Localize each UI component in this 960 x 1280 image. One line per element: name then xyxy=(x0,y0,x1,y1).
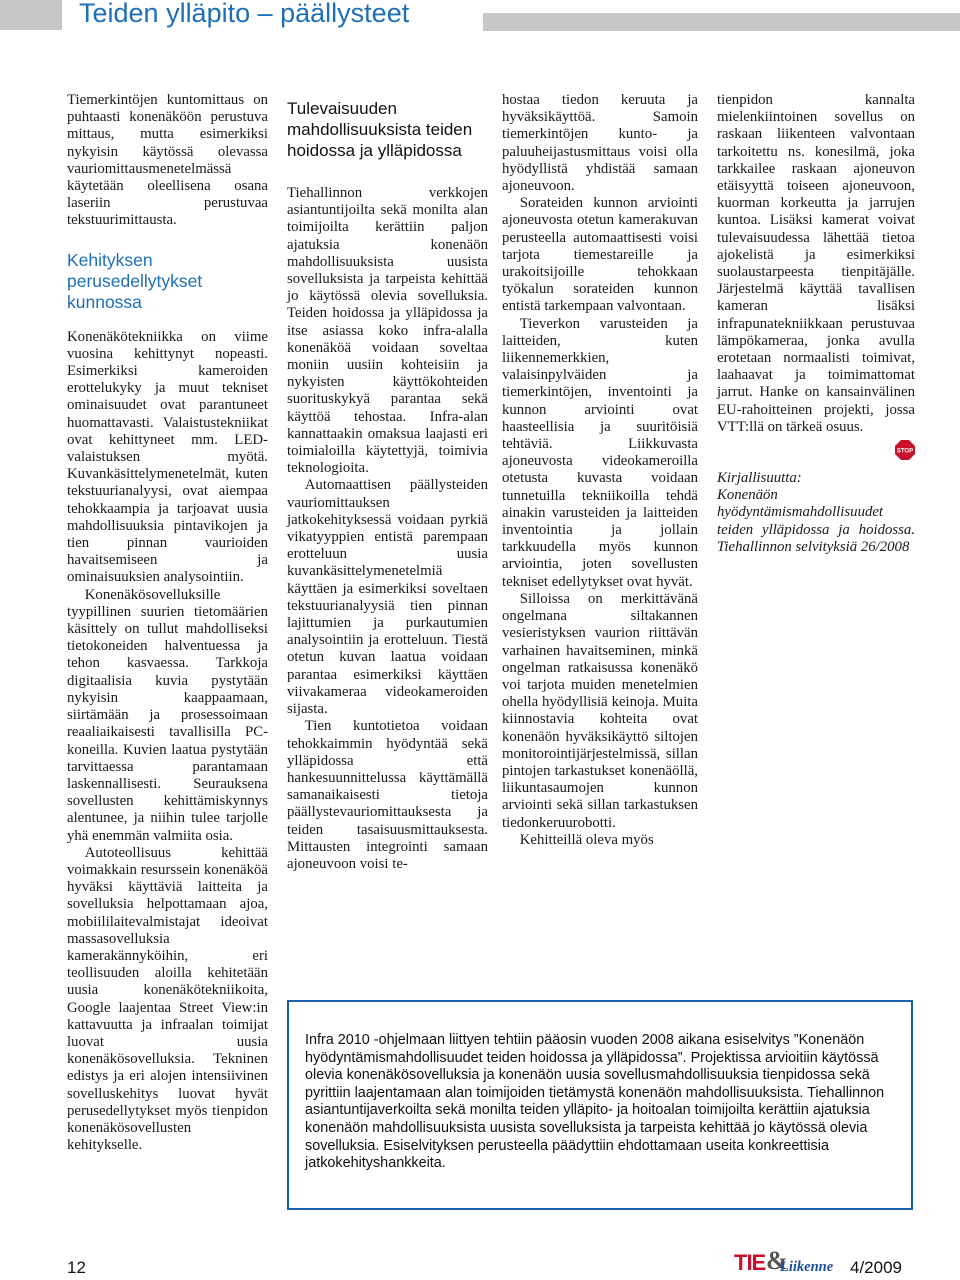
paragraph: Konenäkötekniikka on viime vuosina kehittynyt nopeasti. Esimerkiksi kameroiden erottelukyky ja muut tekniset ominaisuudet ovat parantuneet huomattavasti. Valaistustekniikat ovat kehittyneet mm. LED-valaistuksen myötä. Kuvankäsittelymenetelmät, kuten tekstuurianalyysi, ovat aiempaa tehokkaampia ja tarjoavat uusia mahdollisuuksia pintavikojen ja tien pinnan vaurioiden havaitsemiseen ja ominaisuuksien analysointiin. xyxy=(67,328,268,586)
section-heading: Tulevaisuuden mahdollisuuksista teiden hoidossa ja ylläpidossa xyxy=(287,99,473,160)
paragraph: Automaattisen päällysteiden vauriomittauksen jatkokehityksessä voidaan pyrkiä vikatyyppien entistä parempaan erotteluun uusia kuvankäsittelymenetelmiä käyttäen ja esimerkiksi soveltaen tekstuurianalyysiä tien pinnan lajittumien ja purkautumien analysointiin ja erotteluun. Tiestä otetun kuvan laatua voidaan parantaa esimerkiksi käyttäen viivakameraa videokameroiden sijasta. xyxy=(287,477,488,718)
paragraph: hostaa tiedon keruuta ja hyväksikäyttöä. Samoin tiemerkintöjen kunto- ja paluuheijastusmittaus voisi olla hyödyllistä yhdistää samaan ajoneuvoon. xyxy=(502,92,698,195)
paragraph: Tien kuntotietoa voidaan tehokkaimmin hyödyntää sekä ylläpidossa että hankesuunnittelussa käyttämällä samanaikaisesti tietoja päällystevauriomittauksesta ja teiden tasaisuusmittauksesta. Mittausten integrointi samaan ajoneuvoon voisi te- xyxy=(287,718,488,872)
page-title: Teiden ylläpito – päällysteet xyxy=(79,0,410,28)
stop-sign-icon xyxy=(895,440,915,460)
paragraph: Kehitteillä oleva myös xyxy=(519,831,654,848)
issue-number: 4/2009 xyxy=(850,1258,902,1277)
paragraph: Tiehallinnon verkkojen asiantuntijoilta sekä monilta alan toimijoilta kerättiin paljon ajatuksia konenäön mahdollisuuksista uusista sovelluksista ja tarpeista kehittää jo käytössä olevia sovelluksia. Teiden hoidossa ja ylläpidossa ja itse asiassa koko infra-alalla konenäköä voidaan soveltaa moniin uusiin kohteisiin ja nykyisten käyttökohteiden suorituskykyä parantaa sekä käyttöä tehostaa. Infra-alan kannattaakin omaksua laajasti eri toimialoilla käytettyjä, toimivia teknologioita. xyxy=(287,185,488,477)
header-bar-left xyxy=(0,0,62,30)
page-header xyxy=(0,0,960,34)
article-column-3 xyxy=(502,92,698,849)
logo-tie-text: TIE xyxy=(734,1250,766,1275)
stop-sign-label: STOP xyxy=(896,448,914,455)
paragraph: Konenäkösovelluksille tyypillinen suurien tietomäärien käsittely on tullut mahdolliseksi tietokoneiden halventuessa ja tehon kasvaessa. Tarkkoja digitaalisia kuvia pystytään nykyisin kaappaamaan, siirtämään ja prosessoimaan reaaliaikaisesti tavallisilla PC-koneilla. Kuvien laatua pystytään tarvittaessa parantamaan laskennallisesti. Seurauksena sovellusten kehittämiskynnys alentunee, ja niihin tulee tarjolle yhä enemmän valmiita osia. xyxy=(67,586,268,844)
article-column-2 xyxy=(287,98,488,873)
section-heading: Kehityksen perusedellytykset kunnossa xyxy=(67,249,203,312)
info-box-text: Infra 2010 -ohjelmaan liittyen tehtiin pääosin vuoden 2008 aikana esiselvitys ”Konenäön hyödyntämismahdollisuudet teiden hoidossa ja ylläpidossa”. Projektissa arvioitiin käytössä olevia konenäkösovelluksia ja konenäön uusia sovellusmahdollisuuksia tienpidossa sekä pyrittiin laajentamaan alan toimijoiden tietämystä konenäön mahdollisuuksista. Tiehallinnon asiantuntijaverkoilta sekä monilta teiden ylläpito- ja hoitoalan toimijoilta kerättiin ajatuksia konenäön mahdollisuuksista uusista sovelluksista ja tarpeista kehittää jo käytössä olevia sovelluksia. Esiselvityksen perusteella päädyttiin ehdottamaan useita konkreettisia jatkokehityshankkeita. xyxy=(305,1032,885,1172)
tie-liikenne-logo xyxy=(734,1246,840,1278)
logo-liikenne-text: Liikenne xyxy=(780,1259,834,1275)
info-box xyxy=(287,1000,913,1210)
article-column-4 xyxy=(717,92,915,556)
paragraph: Silloissa on merkittävänä ongelmana siltakannen vesieristyksen vaurion riittävän varhainen havaitseminen, minkä ongelman ratkaisussa konenäkö voi tarjota muiden menetelmien ohella hyödyllisiä keinoja. Muita kiinnostavia kohteita ovat konenäön hyväksikäyttö siltojen monitorointijärjestelmissä, sillan pintojen tarkastukset konenäöllä, liikuntasaumojen kunnon arviointi sekä sillan tarkastuksen tiedonkeruurobotti. xyxy=(502,590,698,831)
logo-ampersand: & xyxy=(766,1246,788,1275)
paragraph: tienpidon kannalta mielenkiintoinen sovellus on raskaan liikenteen valvontaan tarkoitettu ns. konesilmä, joka tarkkailee raskaan ajoneuvon etäisyyttä toiseen ajoneuvoon, kuorman korkeutta ja jarrujen kuntoa. Lisäksi kamerat voivat tulevaisuudessa lähettää tietoa ajokelistä ja esimerkiksi suolaustarpeesta tienpitäjälle. Järjestelmä käyttää tavallisen kameran lisäksi infrapunatekniikkaan perustuvaa lämpökameraa, jonka avulla erotetaan normaalisti toimivat, laahaavat ja toimimattomat jarrut. Hanke on kansainvälinen EU-rahoitteinen projekti, jossa VTT:llä on tärkeä osuus. xyxy=(717,92,915,435)
literature-reference: Konenäön hyödyntämismahdollisuudet teiden ylläpidossa ja hoidossa. Tiehallinnon selvityksiä 26/2008 xyxy=(717,487,915,555)
paragraph: Sorateiden kunnon arviointi ajoneuvosta otetun kamerakuvan perusteella automaattisesti voisi tarjota tiemestareille ja urakoitsijoille tehokkaan työkalun sorateiden kunnon entistä tarkempaan valvontaan. xyxy=(502,195,698,315)
article-column-1 xyxy=(67,92,268,1154)
paragraph: Autoteollisuus kehittää voimakkain resurssein konenäköä hyväksi käyttäviä laitteita ja sovelluksia helpottamaan ajoa, mobiililaitevalmistajat ideoivat massasovelluksia kamerakännyköihin, eri teollisuuden aloilla kehitetään uusia konenäkötekniikoita, Google laajentaa Street View:in kattavuutta ja infraalan toimijat luovat uusia konenäkösovelluksia. Tekninen edistys ja eri alojen intensiivinen sovelluskehitys luovat hyvät perusedellytykset myös tienpidon konenäkösovellusten kehitykselle. xyxy=(67,844,268,1154)
page-number: 12 xyxy=(67,1258,86,1277)
paragraph: Tieverkon varusteiden ja laitteiden, kuten liikennemerkkien, valaisinpylväiden ja tiemerkintöjen, inventointi ja kunnon arviointi ovat haasteellisia ja suuritöisiä tehtäviä. Liikkuvasta ajoneuvosta videokameroilla otetusta kuvasta voidaan tunnetuilla tekniikoilla tehdä ainakin varusteiden ja laitteiden inventointia ja jollain tarkkuudella myös kunnon arviointia, joten sovellusten tekniset edellytykset ovat hyvät. xyxy=(502,315,698,590)
literature-label: Kirjallisuutta: xyxy=(717,470,802,487)
header-bar-right xyxy=(483,13,960,31)
paragraph: Tiemerkintöjen kuntomittaus on puhtaasti konenäköön perustuva mittaus, mutta esimerkiksi nykyisin käytössä olevassa vauriomittausmenetelmässä käytetään oleellisena osana laseriin perustuvaa tekstuurimittausta. xyxy=(67,92,268,229)
